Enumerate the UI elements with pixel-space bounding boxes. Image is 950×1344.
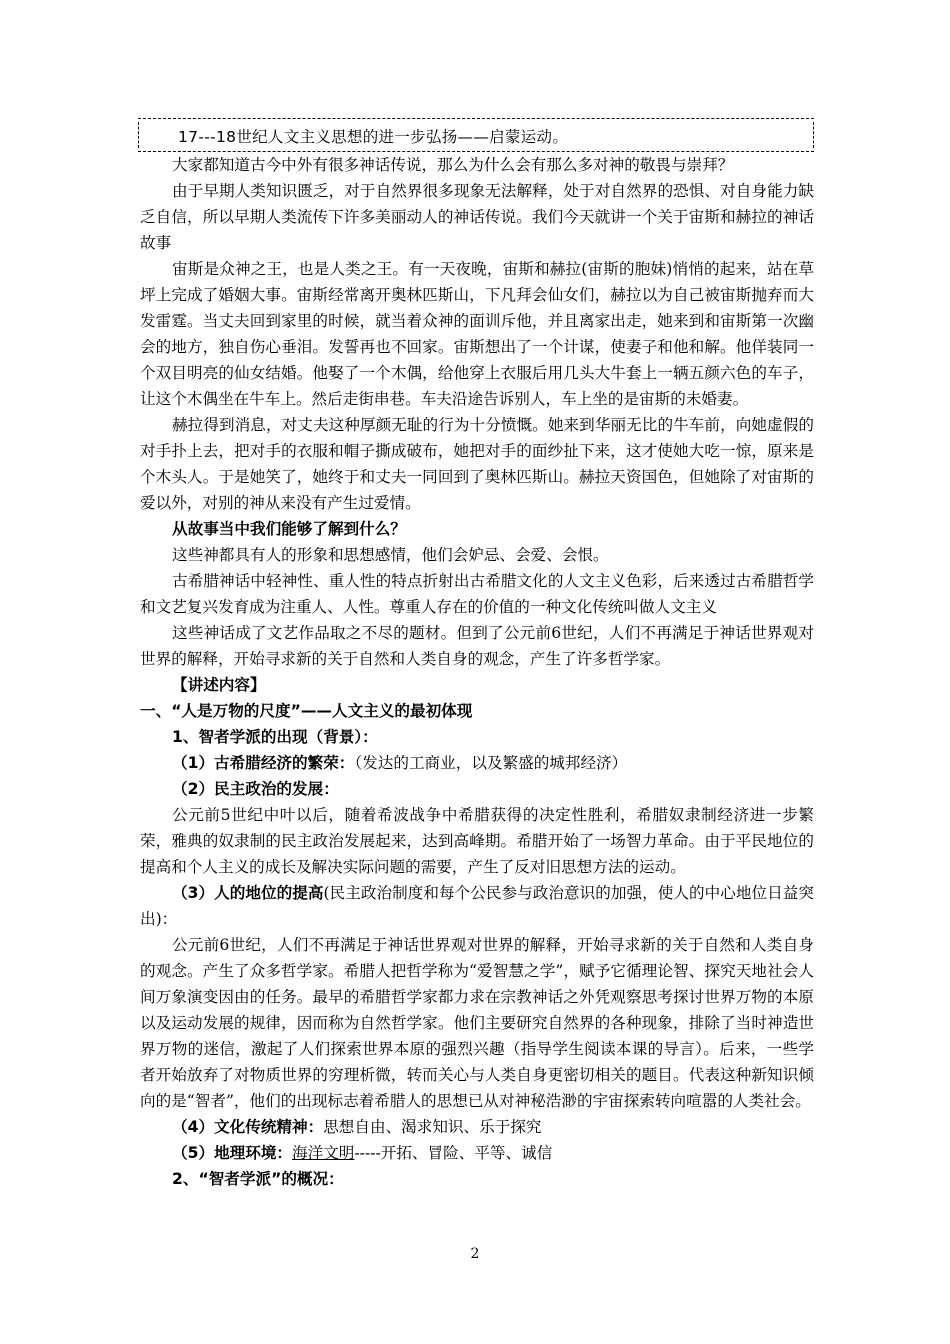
list-item bbox=[140, 880, 814, 932]
list-item bbox=[140, 750, 814, 776]
section-label: 【讲述内容】 bbox=[172, 676, 266, 694]
item-label: （5）地理环境： bbox=[172, 1144, 293, 1162]
paragraph: 赫拉得到消息，对丈夫这种厚颜无耻的行为十分愤慨。她来到华丽无比的牛车前，向她虚假的对手扑上去，把对手的衣服和帽子撕成破布，她把对手的面纱扯下来，这才使她大吃一惊，原来是个木头人。于是她笑了，她终于和丈夫一同回到了奥林匹斯山。赫拉天资国色，但她除了对宙斯的爱以外，对别的神从来没有产生过爱情。 bbox=[140, 416, 814, 512]
paragraph: 宙斯是众神之王，也是人类之王。有一天夜晚，宙斯和赫拉(宙斯的胞妹)悄悄的起来，站在草坪上完成了婚姻大事。宙斯经常离开奥林匹斯山，下凡拜会仙女们，赫拉以为自己被宙斯抛弃而大发雷霆。当丈夫回到家里的时候，就当着众神的面训斥他，并且离家出走，她来到和宙斯第一次幽会的地方，独自伤心垂泪。发誓再也不回家。宙斯想出了一个计谋，使妻子和他和解。他佯装同一个双目明亮的仙女结婚。他娶了一个木偶，给他穿上衣服后用几头大牛套上一辆五颜六色的车子，让这个木偶坐在牛车上。然后走街串巷。车夫沿途告诉别人，车上坐的是宙斯的未婚妻。 bbox=[140, 260, 814, 408]
paragraph: 公元前5世纪中叶以后，随着希波战争中希腊获得的决定性胜利，希腊奴隶制经济进一步繁荣，雅典的奴隶制的民主政治发展起来，达到高峰期。希腊开始了一场智力革命。由于平民地位的提高和个人主义的成长及解决实际问题的需要，产生了反对旧思想方法的运动。 bbox=[140, 806, 814, 876]
section-heading: 一、“人是万物的尺度”——人文主义的最初体现 bbox=[140, 702, 473, 720]
list-item bbox=[140, 1114, 814, 1140]
box-top-border bbox=[138, 118, 814, 119]
paragraph: 大家都知道古今中外有很多神话传说，那么为什么会有那么多对神的敬畏与崇拜？ bbox=[172, 156, 734, 174]
item-text: -----开拓、冒险、平等、诚信 bbox=[354, 1144, 553, 1162]
list-item bbox=[140, 1140, 814, 1166]
subsection-heading: 2、“智者学派”的概况： bbox=[172, 1170, 344, 1188]
paragraph: 公元前6世纪，人们不再满足于神话世界观对世界的解释，开始寻求新的关于自然和人类自身的观念。产生了众多哲学家。希腊人把哲学称为“爱智慧之学”，赋予它循理论智、探究天地社会人间万象演变因由的任务。最早的希腊哲学家都力求在宗教神话之外凭观察思考探讨世界万物的本原以及运动发展的规律，因而称为自然哲学家。他们主要研究自然界的各种现象，排除了当时神造世界万物的迷信，激起了人们探索世界本原的强烈兴趣（指导学生阅读本课的导言）。后来，一些学者开始放弃了对物质世界的穷理析微，转而关心与人类自身更密切相关的题目。代表这种新知识倾向的是“智者”，他们的出现标志着希腊人的思想已从对神秘浩渺的宇宙探索转向喧嚣的人类社会。 bbox=[140, 936, 814, 1110]
body-content bbox=[140, 152, 814, 1192]
item-label: （3）人的地位的提高 bbox=[172, 884, 324, 902]
box-left-border bbox=[138, 122, 139, 148]
box-right-border bbox=[813, 122, 814, 148]
item-label: （4）文化传统精神： bbox=[172, 1118, 324, 1136]
paragraph: 古希腊神话中轻神性、重人性的特点折射出古希腊文化的人文主义色彩，后来透过古希腊哲学和文艺复兴发育成为注重人、人性。尊重人存在的价值的一种文化传统叫做人文主义 bbox=[140, 572, 814, 616]
underlined-term: 海洋文明 bbox=[292, 1144, 355, 1162]
list-item: （2）民主政治的发展： bbox=[172, 780, 339, 798]
header-box-text: 17---18世纪人文主义思想的进一步弘扬——启蒙运动。 bbox=[178, 128, 569, 146]
paragraph: 这些神话成了文艺作品取之不尽的题材。但到了公元前6世纪，人们不再满足于神话世界观对世界的解释，开始寻求新的关于自然和人类自身的观念，产生了许多哲学家。 bbox=[140, 624, 814, 668]
paragraph: 这些神都具有人的形象和思想感情，他们会妒忌、会爱、会恨。 bbox=[172, 546, 609, 564]
page-number: 2 bbox=[470, 1246, 480, 1262]
paragraph: 由于早期人类知识匮乏，对于自然界很多现象无法解释，处于对自然界的恐惧、对自身能力缺乏自信，所以早期人类流传下许多美丽动人的神话传说。我们今天就讲一个关于宙斯和赫拉的神话故事 bbox=[140, 182, 814, 252]
item-text: （发达的工商业，以及繁盛的城邦经济） bbox=[354, 754, 628, 772]
item-label: （1）古希腊经济的繁荣： bbox=[172, 754, 355, 772]
item-text: 思想自由、渴求知识、乐于探究 bbox=[323, 1118, 542, 1136]
subsection-heading: 1、智者学派的出现（背景）： bbox=[172, 728, 378, 746]
header-dashed-box bbox=[138, 118, 814, 152]
item-text: (民主政治制度和每个公民参与政治意识的加强，使人的中心地位日益突出)： bbox=[140, 884, 814, 928]
question-heading: 从故事当中我们能够了解到什么？ bbox=[172, 520, 406, 538]
